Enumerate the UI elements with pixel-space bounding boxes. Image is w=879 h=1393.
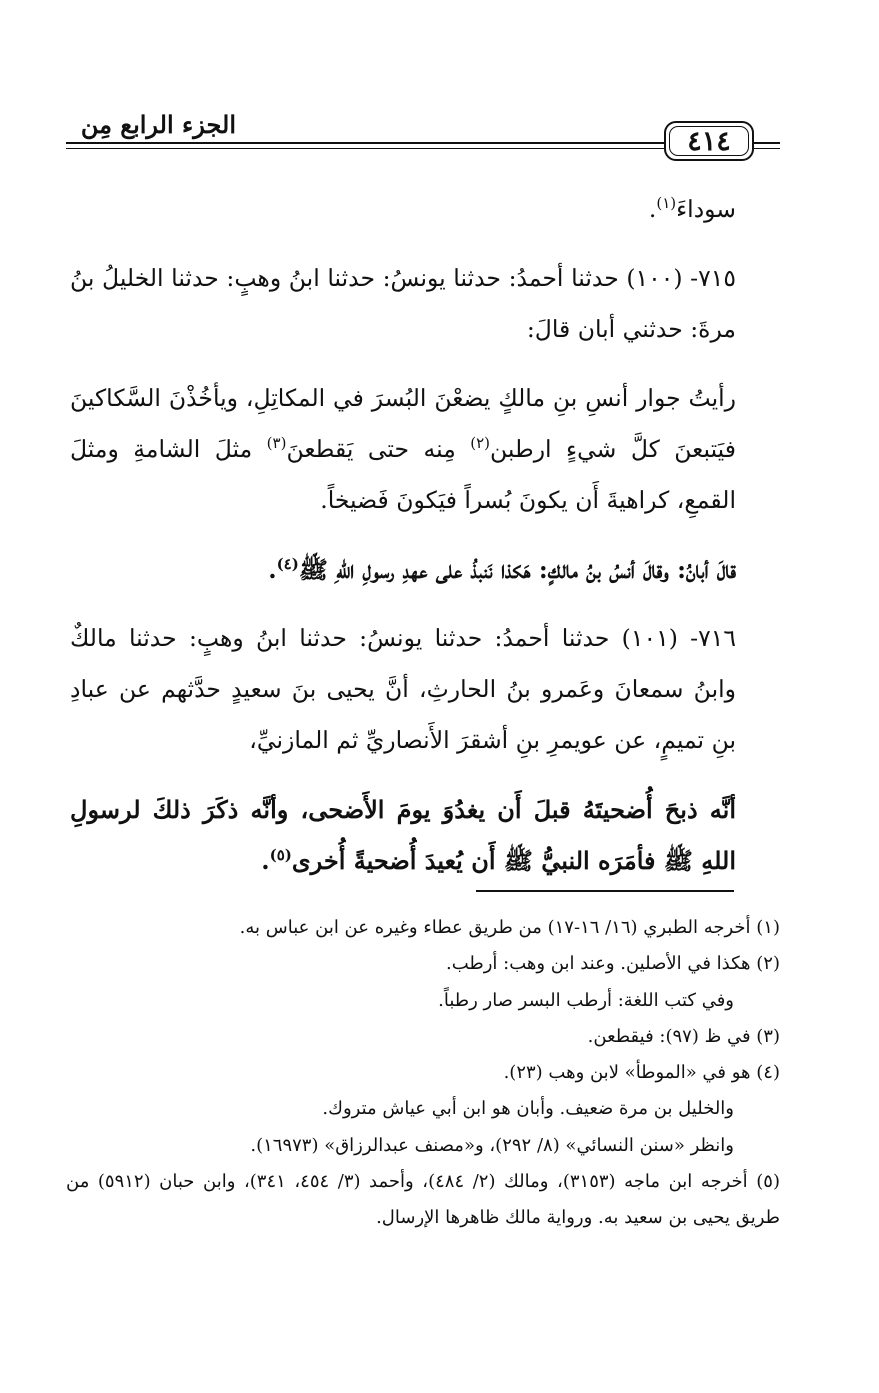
footnote-5: (٥) أخرجه ابن ماجه (٣١٥٣)، ومالك (٢/ ٤٨٤)، وأحمد (٣/ ٤٥٤، ٣٤١)، وابن حبان (٥٩١٢) من طريق يحيى بن سعيد به. ورواية مالك ظاهرها الإرسال. xyxy=(66,1171,780,1229)
header-rule-right xyxy=(754,142,780,144)
hadith-715-matn: رأيتُ جوار أنسِ بنِ مالكٍ يضعْنَ البُسرَ في المكاتِلِ، ويأخُذْنَ السَّكاكينَ فيَتبعنَ كلَّ شيءٍ ارطبن$^{(٢)}$ مِنه حتى يَقطعنَ$^{(٣)}$ مثلَ الشامةِ ومثلَ القمعِ، كراهيةَ أَن يكونَ بُسراً فيَكونَ فَضيخاً. xyxy=(70,384,736,514)
hadith-716-matn: أنَّه ذبحَ أُضحيتَهُ قبلَ أَن يغدُوَ يومَ الأَضحى، وأنَّه ذكَرَ ذلكَ لرسولِ اللهِ ﷺ فأمَرَه النبيُّ ﷺ أَن يُعيدَ أُضحيةً أُخرى$^{(٥)}$. xyxy=(70,795,736,875)
footnote-4-cont-2: وانظر «سنن النسائي» (٨/ ٢٩٢)، و«مصنف عبدالرزاق» (١٦٩٧٣). xyxy=(250,1134,734,1156)
footnote-4-cont-1: والخليل بن مرة ضعيف. وأبان هو ابن أبي عياش متروك. xyxy=(322,1098,734,1120)
footnote-4: (٤) هو في «الموطأ» لابن وهب (٢٣). xyxy=(503,1062,780,1084)
footnote-divider xyxy=(476,890,734,892)
footnote-3: (٣) في ظ (٩٧): فيقطعن. xyxy=(587,1025,780,1047)
running-head: الجزء الرابع مِن xyxy=(80,110,236,139)
paragraph-continuation: سوداءَ$^{(١)}$. xyxy=(648,194,736,223)
footnote-ref: (٢) xyxy=(470,434,491,453)
page-number-text: ٤١٤ xyxy=(687,125,731,157)
main-text xyxy=(70,184,736,886)
footnote-ref: (١) xyxy=(656,194,677,213)
footnote-ref: (٥) xyxy=(269,846,292,864)
footnote-2: (٢) هكذا في الأصلين. وعند ابن وهب: أرطب. xyxy=(446,953,780,975)
footnote-ref: (٣) xyxy=(266,434,287,453)
page-number xyxy=(664,121,754,161)
header-rule-thin xyxy=(66,148,664,149)
header-rule-right-thin xyxy=(754,148,780,149)
footnote-ref: (٤) xyxy=(276,555,299,573)
footnotes xyxy=(66,910,780,1237)
hadith-715-isnad: ٧١٥- (١٠٠) حدثنا أحمدُ: حدثنا يونسُ: حدثنا ابنُ وهبٍ: حدثنا الخليلُ بنُ مرةَ: حدثني أبان قالَ: xyxy=(70,264,736,343)
footnote-1: (١) أخرجه الطبري (١٦/ ١٦-١٧) من طريق عطاء وغيره عن ابن عباس به. xyxy=(239,917,780,938)
hadith-716-isnad: ٧١٦- (١٠١) حدثنا أحمدُ: حدثنا يونسُ: حدثنا ابنُ وهبٍ: حدثنا مالكٌ وابنُ سمعانَ وعَمرو بنُ الحارثِ، أنَّ يحيى بنَ سعيدٍ حدَّثهم عن عبادِ بنِ تميمٍ، عن عويمرِ بنِ أشقرَ الأَنصاريِّ ثم المازنيِّ، xyxy=(70,624,736,754)
hadith-715-statement: قالَ أبانُ: وقالَ أنسُ بنُ مالكٍ: هَكذا نَنبذُ على عهدِ رسولِ اللهِ ﷺ$^{(٤)}$. xyxy=(268,555,736,584)
footnote-2-cont: وفي كتب اللغة: أرطب البسر صار رطباً. xyxy=(438,989,734,1011)
header-rule xyxy=(66,142,664,144)
